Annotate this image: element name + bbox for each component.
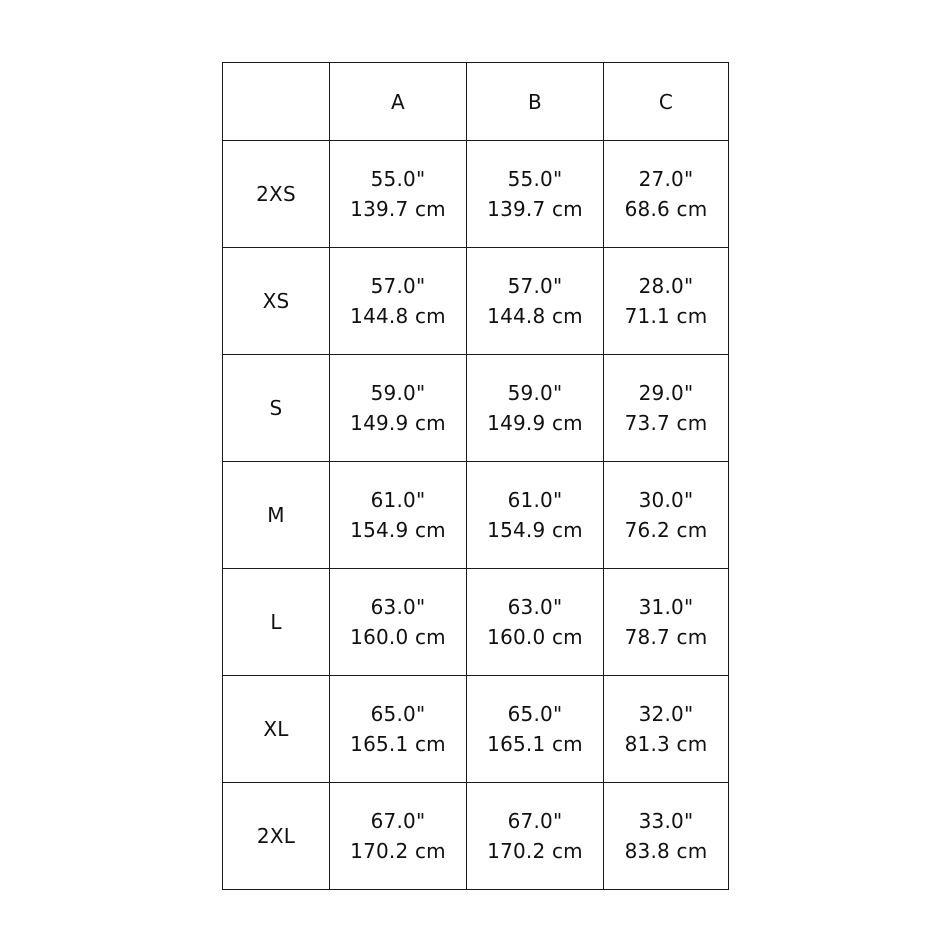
table-row xyxy=(223,676,729,783)
inch-value: 63.0" xyxy=(507,595,563,619)
inch-value: 67.0" xyxy=(507,809,563,833)
size-rows xyxy=(223,141,729,890)
cm-value: 165.1 cm xyxy=(350,732,446,756)
header-cell-b: B xyxy=(467,63,604,141)
cm-value: 154.9 cm xyxy=(487,518,583,542)
size-label-cell: 2XL xyxy=(223,783,330,890)
cm-value: 139.7 cm xyxy=(487,197,583,221)
table-row xyxy=(223,569,729,676)
cm-value: 139.7 cm xyxy=(350,197,446,221)
measure-cell-b xyxy=(467,462,604,569)
measure-cell-c xyxy=(604,462,729,569)
cm-value: 160.0 cm xyxy=(487,625,583,649)
size-label-cell: L xyxy=(223,569,330,676)
cm-value: 165.1 cm xyxy=(487,732,583,756)
cm-value: 76.2 cm xyxy=(624,518,708,542)
size-label-cell: S xyxy=(223,355,330,462)
cm-value: 144.8 cm xyxy=(350,304,446,328)
cm-value: 81.3 cm xyxy=(624,732,708,756)
measure-cell-c xyxy=(604,355,729,462)
measure-cell-c xyxy=(604,569,729,676)
table-row xyxy=(223,783,729,890)
measure-cell-a xyxy=(330,462,467,569)
header-row xyxy=(223,63,729,141)
inch-value: 65.0" xyxy=(507,702,563,726)
inch-value: 31.0" xyxy=(638,595,694,619)
inch-value: 67.0" xyxy=(370,809,426,833)
inch-value: 61.0" xyxy=(370,488,426,512)
inch-value: 55.0" xyxy=(507,167,563,191)
cm-value: 73.7 cm xyxy=(624,411,708,435)
measure-cell-b xyxy=(467,248,604,355)
cm-value: 149.9 cm xyxy=(350,411,446,435)
inch-value: 59.0" xyxy=(507,381,563,405)
measure-cell-c xyxy=(604,676,729,783)
cm-value: 144.8 cm xyxy=(487,304,583,328)
cm-value: 68.6 cm xyxy=(624,197,708,221)
measure-cell-a xyxy=(330,783,467,890)
measure-cell-c xyxy=(604,141,729,248)
measure-cell-b xyxy=(467,569,604,676)
size-chart-table xyxy=(222,62,729,890)
inch-value: 29.0" xyxy=(638,381,694,405)
header-cell-c: C xyxy=(604,63,729,141)
measure-cell-b xyxy=(467,355,604,462)
cm-value: 83.8 cm xyxy=(624,839,708,863)
measure-cell-b xyxy=(467,783,604,890)
cm-value: 160.0 cm xyxy=(350,625,446,649)
size-label-cell: M xyxy=(223,462,330,569)
cm-value: 71.1 cm xyxy=(624,304,708,328)
size-label-cell: XS xyxy=(223,248,330,355)
cm-value: 78.7 cm xyxy=(624,625,708,649)
inch-value: 63.0" xyxy=(370,595,426,619)
inch-value: 30.0" xyxy=(638,488,694,512)
header-cell-size xyxy=(223,63,330,141)
measure-cell-a xyxy=(330,248,467,355)
table-row xyxy=(223,462,729,569)
cm-value: 170.2 cm xyxy=(350,839,446,863)
inch-value: 28.0" xyxy=(638,274,694,298)
table-row xyxy=(223,248,729,355)
inch-value: 61.0" xyxy=(507,488,563,512)
measure-cell-b xyxy=(467,676,604,783)
measure-cell-a xyxy=(330,569,467,676)
size-label-cell: 2XS xyxy=(223,141,330,248)
inch-value: 55.0" xyxy=(370,167,426,191)
inch-value: 57.0" xyxy=(370,274,426,298)
inch-value: 32.0" xyxy=(638,702,694,726)
inch-value: 57.0" xyxy=(507,274,563,298)
measure-cell-a xyxy=(330,141,467,248)
measure-cell-a xyxy=(330,676,467,783)
measure-cell-c xyxy=(604,783,729,890)
size-label-cell: XL xyxy=(223,676,330,783)
cm-value: 149.9 cm xyxy=(487,411,583,435)
inch-value: 65.0" xyxy=(370,702,426,726)
measure-cell-b xyxy=(467,141,604,248)
cm-value: 170.2 cm xyxy=(487,839,583,863)
cm-value: 154.9 cm xyxy=(350,518,446,542)
measure-cell-c xyxy=(604,248,729,355)
inch-value: 59.0" xyxy=(370,381,426,405)
table-row xyxy=(223,141,729,248)
header-cell-a: A xyxy=(330,63,467,141)
inch-value: 27.0" xyxy=(638,167,694,191)
measure-cell-a xyxy=(330,355,467,462)
table-row xyxy=(223,355,729,462)
inch-value: 33.0" xyxy=(638,809,694,833)
